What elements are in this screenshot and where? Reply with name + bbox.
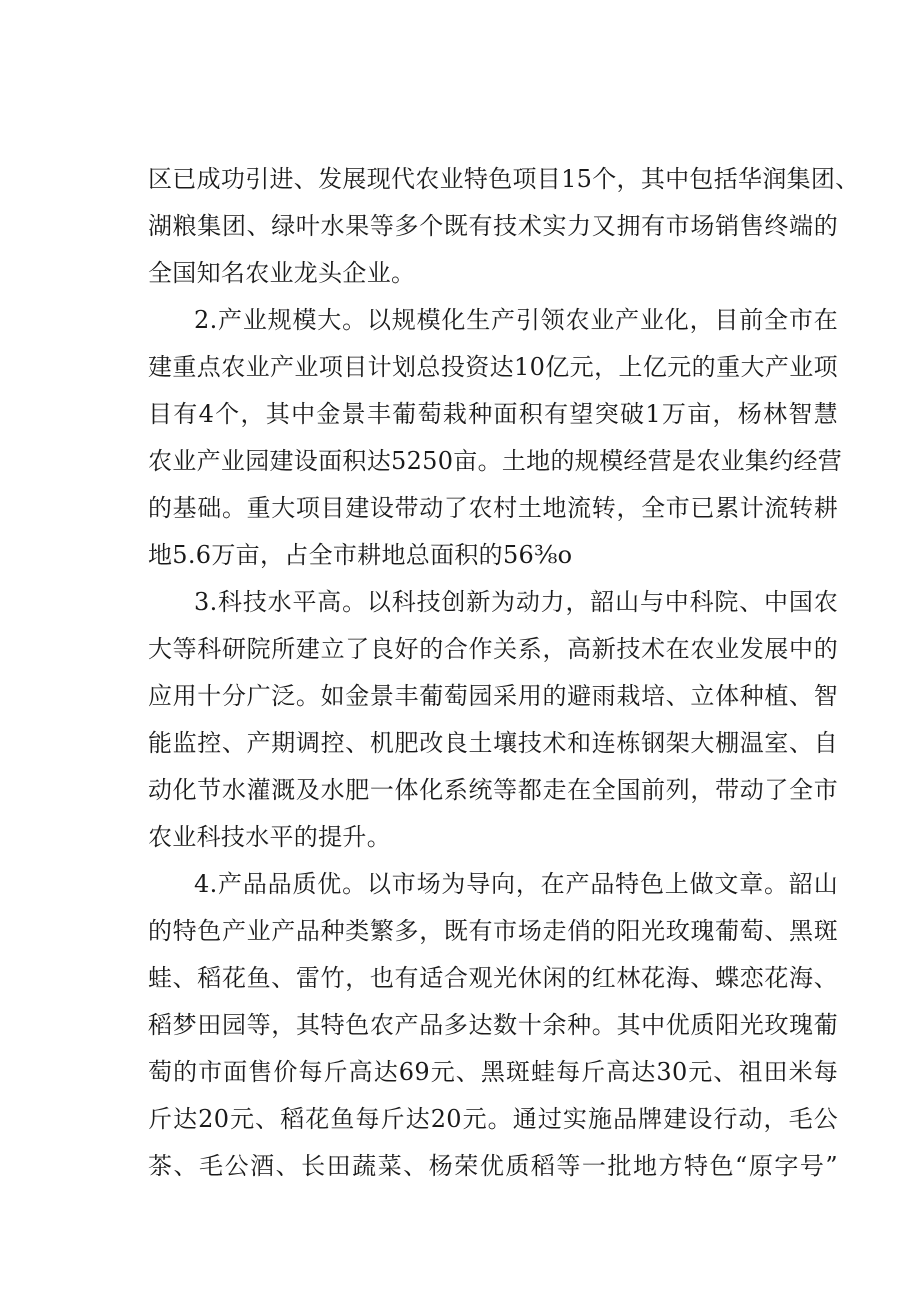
text-line: 大等科研院所建立了良好的合作关系，高新技术在农业发展中的	[148, 635, 838, 663]
text-line: 应用十分广泛。如金景丰葡萄园采用的避雨栽培、立体种植、智	[148, 682, 838, 710]
text-line: 2.产业规模大。以规模化生产引领农业产业化，目前全市在	[194, 306, 838, 334]
text-line: 能监控、产期调控、机肥改良土壤技术和连栋钢架大棚温室、自	[148, 729, 838, 757]
text-line: 地5.6万亩，占全市耕地总面积的56⅜o	[148, 541, 573, 569]
text-line: 建重点农业产业项目计划总投资达10亿元，上亿元的重大产业项	[148, 353, 838, 381]
text-line: 动化节水灌溉及水肥一体化系统等都走在全国前列，带动了全市	[148, 776, 838, 804]
text-line: 的特色产业产品种类繁多，既有市场走俏的阳光玫瑰葡萄、黑斑	[148, 917, 838, 945]
text-line: 蛙、稻花鱼、雷竹，也有适合观光休闲的红林花海、蝶恋花海、	[148, 964, 838, 992]
text-line: 斤达20元、稻花鱼每斤达20元。通过实施品牌建设行动，毛公	[148, 1105, 838, 1133]
text-line: 目有4个，其中金景丰葡萄栽种面积有望突破1万亩，杨林智慧	[148, 400, 838, 428]
body-text	[148, 156, 860, 1190]
text-line: 农业科技水平的提升。	[148, 823, 391, 851]
paragraph-3	[148, 579, 838, 861]
text-line: 萄的市面售价每斤高达69元、黑斑蛙每斤高达30元、祖田米每	[148, 1058, 838, 1086]
paragraph-2	[148, 297, 843, 579]
text-line: 全国知名农业龙头企业。	[148, 259, 416, 287]
text-line: 3.科技水平高。以科技创新为动力，韶山与中科院、中国农	[194, 588, 838, 616]
paragraph-4	[148, 861, 838, 1190]
text-line: 稻梦田园等，其特色农产品多达数十余种。其中优质阳光玫瑰葡	[148, 1011, 838, 1039]
text-line: 的基础。重大项目建设带动了农村土地流转，全市已累计流转耕	[148, 494, 838, 522]
text-line: 区已成功引进、发展现代农业特色项目15个，其中包括华润集团、	[148, 165, 860, 193]
paragraph-1	[148, 156, 860, 297]
text-line: 湖粮集团、绿叶水果等多个既有技术实力又拥有市场销售终端的	[148, 212, 838, 240]
text-line: 农业产业园建设面积达5250亩。土地的规模经营是农业集约经营	[148, 447, 843, 475]
text-line: 茶、毛公酒、长田蔬菜、杨荣优质稻等一批地方特色“原字号”	[148, 1152, 838, 1180]
text-line: 4.产品品质优。以市场为导向，在产品特色上做文章。韶山	[194, 870, 838, 898]
